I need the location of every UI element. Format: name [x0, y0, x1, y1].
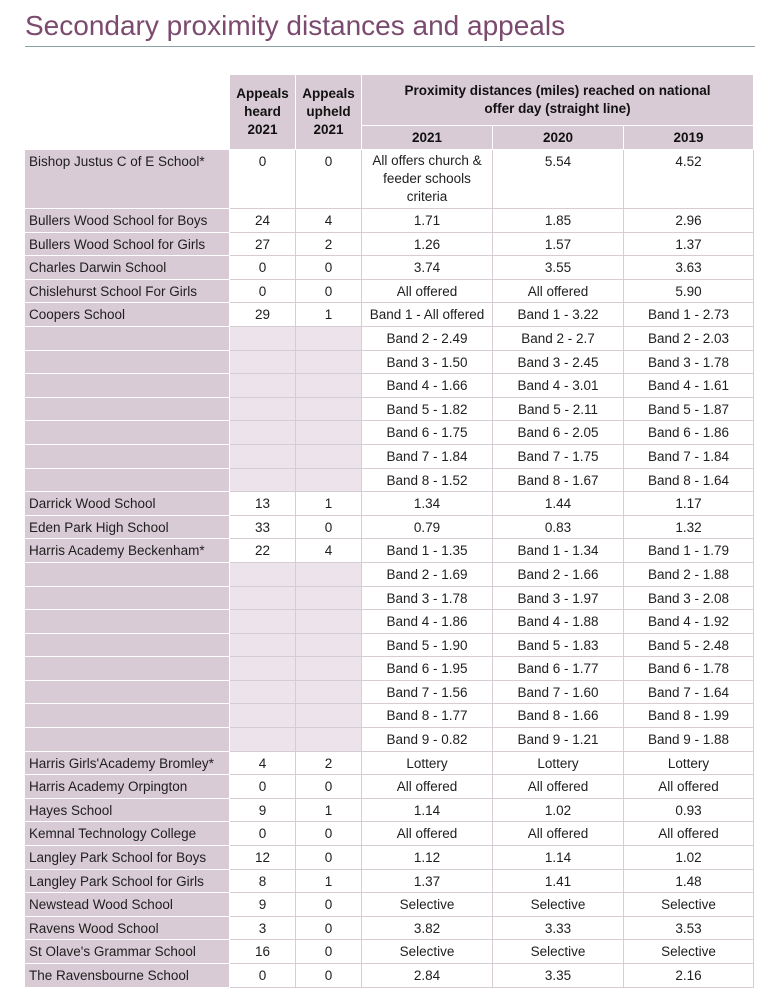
table-row	[25, 775, 754, 799]
appeals-upheld: 2	[296, 751, 362, 775]
appeals-heard	[230, 728, 296, 752]
appeals-upheld: 0	[296, 916, 362, 940]
table-row	[25, 846, 754, 870]
school-name: Charles Darwin School	[25, 256, 230, 280]
distance-2020: Band 8 - 1.66	[493, 704, 624, 728]
distance-2020: 3.55	[493, 256, 624, 280]
appeals-upheld	[296, 728, 362, 752]
distance-2019: 5.90	[624, 279, 754, 303]
appeals-heard	[230, 562, 296, 586]
distance-2020: Selective	[493, 940, 624, 964]
distance-2021: Band 6 - 1.75	[362, 421, 493, 445]
school-name: Bullers Wood School for Boys	[25, 209, 230, 233]
appeals-heard: 16	[230, 940, 296, 964]
appeals-upheld	[296, 421, 362, 445]
appeals-heard: 0	[230, 150, 296, 209]
distance-2020: 1.41	[493, 869, 624, 893]
distance-2020: Band 9 - 1.21	[493, 728, 624, 752]
distance-2021: Band 5 - 1.82	[362, 397, 493, 421]
distance-2021: Selective	[362, 893, 493, 917]
distance-2021: 1.14	[362, 798, 493, 822]
distance-2020: 1.02	[493, 798, 624, 822]
table-row	[25, 397, 754, 421]
distance-2021: Band 1 - All offered	[362, 303, 493, 327]
appeals-heard: 29	[230, 303, 296, 327]
school-name	[25, 374, 230, 398]
appeals-heard	[230, 657, 296, 681]
distance-2021: Band 3 - 1.50	[362, 350, 493, 374]
school-name: Kemnal Technology College	[25, 822, 230, 846]
school-name: Chislehurst School For Girls	[25, 279, 230, 303]
appeals-upheld: 0	[296, 940, 362, 964]
table-row	[25, 444, 754, 468]
appeals-upheld: 0	[296, 279, 362, 303]
table-row	[25, 326, 754, 350]
distance-2021: 2.84	[362, 964, 493, 988]
distance-2020: 1.14	[493, 846, 624, 870]
distance-2019: 1.02	[624, 846, 754, 870]
table-row	[25, 515, 754, 539]
school-name	[25, 350, 230, 374]
school-name: Harris Academy Beckenham*	[25, 539, 230, 563]
distance-2019: Band 8 - 1.99	[624, 704, 754, 728]
table-row	[25, 562, 754, 586]
distance-2021: 1.34	[362, 492, 493, 516]
table-row	[25, 209, 754, 233]
title-divider	[25, 46, 755, 47]
appeals-heard: 0	[230, 775, 296, 799]
table-row	[25, 539, 754, 563]
school-name: St Olave's Grammar School	[25, 940, 230, 964]
appeals-heard	[230, 586, 296, 610]
distance-2020: 1.57	[493, 232, 624, 256]
distance-2021: Band 3 - 1.78	[362, 586, 493, 610]
distance-2020: Band 6 - 1.77	[493, 657, 624, 681]
school-name	[25, 586, 230, 610]
distance-2019: All offered	[624, 822, 754, 846]
distance-2020: Band 7 - 1.60	[493, 680, 624, 704]
distance-2019: Band 3 - 2.08	[624, 586, 754, 610]
distance-2019: 4.52	[624, 150, 754, 209]
table-row	[25, 964, 754, 988]
appeals-upheld: 0	[296, 775, 362, 799]
appeals-upheld: 0	[296, 822, 362, 846]
appeals-heard: 0	[230, 279, 296, 303]
distance-2019: Band 2 - 2.03	[624, 326, 754, 350]
appeals-upheld	[296, 562, 362, 586]
distance-2019: Band 7 - 1.84	[624, 444, 754, 468]
distance-2020: Band 3 - 1.97	[493, 586, 624, 610]
proximity-table	[24, 74, 754, 988]
table-row	[25, 150, 754, 209]
table-row	[25, 822, 754, 846]
appeals-heard: 33	[230, 515, 296, 539]
appeals-heard	[230, 444, 296, 468]
appeals-upheld: 0	[296, 515, 362, 539]
table-row	[25, 610, 754, 634]
school-name	[25, 468, 230, 492]
school-name: Langley Park School for Girls	[25, 869, 230, 893]
distance-2020: 5.54	[493, 150, 624, 209]
distance-2021: Band 4 - 1.86	[362, 610, 493, 634]
distance-2021: All offered	[362, 822, 493, 846]
appeals-heard: 12	[230, 846, 296, 870]
appeals-upheld	[296, 704, 362, 728]
distance-2019: Band 8 - 1.64	[624, 468, 754, 492]
distance-2020: Band 7 - 1.75	[493, 444, 624, 468]
distance-2021: Band 5 - 1.90	[362, 633, 493, 657]
distance-2021: Band 9 - 0.82	[362, 728, 493, 752]
appeals-heard: 9	[230, 798, 296, 822]
table-row	[25, 893, 754, 917]
header-year-2020: 2020	[493, 126, 624, 150]
distance-2019: 1.32	[624, 515, 754, 539]
appeals-upheld	[296, 326, 362, 350]
appeals-upheld: 1	[296, 303, 362, 327]
appeals-heard	[230, 421, 296, 445]
school-name	[25, 397, 230, 421]
school-name: Darrick Wood School	[25, 492, 230, 516]
distance-2019: 0.93	[624, 798, 754, 822]
appeals-upheld	[296, 586, 362, 610]
distance-2019: Band 5 - 1.87	[624, 397, 754, 421]
distance-2020: Band 8 - 1.67	[493, 468, 624, 492]
header-appeals-upheld: Appeals upheld 2021	[296, 75, 362, 150]
table-row	[25, 232, 754, 256]
distance-2019: Band 6 - 1.86	[624, 421, 754, 445]
appeals-upheld	[296, 374, 362, 398]
school-name	[25, 657, 230, 681]
school-name	[25, 326, 230, 350]
distance-2019: Band 7 - 1.64	[624, 680, 754, 704]
distance-2021: 0.79	[362, 515, 493, 539]
distance-2021: All offered	[362, 279, 493, 303]
school-name: Eden Park High School	[25, 515, 230, 539]
appeals-heard: 27	[230, 232, 296, 256]
distance-2020: Band 6 - 2.05	[493, 421, 624, 445]
distance-2019: Lottery	[624, 751, 754, 775]
school-name: Bullers Wood School for Girls	[25, 232, 230, 256]
distance-2021: Band 2 - 2.49	[362, 326, 493, 350]
appeals-upheld	[296, 633, 362, 657]
distance-2021: Band 7 - 1.84	[362, 444, 493, 468]
appeals-upheld	[296, 444, 362, 468]
distance-2021: Band 2 - 1.69	[362, 562, 493, 586]
page-title: Secondary proximity distances and appeals	[25, 10, 566, 41]
appeals-heard	[230, 397, 296, 421]
table-row	[25, 657, 754, 681]
school-name: Hayes School	[25, 798, 230, 822]
table-row	[25, 633, 754, 657]
distance-2019: Band 9 - 1.88	[624, 728, 754, 752]
distance-2021: Band 4 - 1.66	[362, 374, 493, 398]
appeals-upheld: 0	[296, 150, 362, 209]
appeals-heard: 24	[230, 209, 296, 233]
table-row	[25, 869, 754, 893]
distance-2019: All offered	[624, 775, 754, 799]
school-name	[25, 610, 230, 634]
distance-2021: Selective	[362, 940, 493, 964]
appeals-heard	[230, 326, 296, 350]
distance-2021: All offers church & feeder schools criteria	[362, 150, 493, 209]
distance-2021: 3.74	[362, 256, 493, 280]
distance-2020: 0.83	[493, 515, 624, 539]
appeals-upheld: 4	[296, 539, 362, 563]
school-name: Bishop Justus C of E School*	[25, 150, 230, 209]
distance-2019: Band 2 - 1.88	[624, 562, 754, 586]
table-body	[25, 150, 754, 988]
distance-2020: Band 1 - 1.34	[493, 539, 624, 563]
distance-2019: 1.48	[624, 869, 754, 893]
school-name: Ravens Wood School	[25, 916, 230, 940]
table-row	[25, 586, 754, 610]
distance-2020: All offered	[493, 822, 624, 846]
distance-2020: All offered	[493, 279, 624, 303]
distance-2021: Band 6 - 1.95	[362, 657, 493, 681]
table-row	[25, 728, 754, 752]
appeals-heard	[230, 680, 296, 704]
school-name	[25, 562, 230, 586]
school-name	[25, 680, 230, 704]
appeals-upheld	[296, 468, 362, 492]
school-name	[25, 444, 230, 468]
distance-2020: 3.35	[493, 964, 624, 988]
distance-2021: 1.71	[362, 209, 493, 233]
distance-2019: Band 4 - 1.92	[624, 610, 754, 634]
school-name: Langley Park School for Boys	[25, 846, 230, 870]
appeals-upheld: 0	[296, 964, 362, 988]
appeals-heard	[230, 704, 296, 728]
table-row	[25, 492, 754, 516]
distance-2021: Band 8 - 1.77	[362, 704, 493, 728]
appeals-heard: 3	[230, 916, 296, 940]
school-name	[25, 633, 230, 657]
distance-2020: Band 2 - 1.66	[493, 562, 624, 586]
appeals-upheld	[296, 680, 362, 704]
distance-2019: Band 3 - 1.78	[624, 350, 754, 374]
distance-2020: 3.33	[493, 916, 624, 940]
appeals-upheld: 0	[296, 846, 362, 870]
appeals-upheld: 4	[296, 209, 362, 233]
header-blank	[25, 75, 230, 150]
distance-2020: 1.85	[493, 209, 624, 233]
distance-2019: Band 6 - 1.78	[624, 657, 754, 681]
header-year-2019: 2019	[624, 126, 754, 150]
distance-2019: Band 1 - 2.73	[624, 303, 754, 327]
distance-2020: Band 4 - 3.01	[493, 374, 624, 398]
appeals-heard	[230, 633, 296, 657]
distance-2020: Band 5 - 1.83	[493, 633, 624, 657]
distance-2019: Selective	[624, 893, 754, 917]
school-name	[25, 421, 230, 445]
distance-2019: 2.96	[624, 209, 754, 233]
appeals-heard: 0	[230, 256, 296, 280]
table-row	[25, 704, 754, 728]
distance-2021: All offered	[362, 775, 493, 799]
appeals-heard: 13	[230, 492, 296, 516]
distance-2021: Band 7 - 1.56	[362, 680, 493, 704]
table-row	[25, 256, 754, 280]
distance-2020: 1.44	[493, 492, 624, 516]
distance-2019: 2.16	[624, 964, 754, 988]
appeals-heard	[230, 350, 296, 374]
appeals-heard: 0	[230, 822, 296, 846]
appeals-upheld	[296, 350, 362, 374]
table-row	[25, 751, 754, 775]
distance-2021: Lottery	[362, 751, 493, 775]
appeals-heard: 9	[230, 893, 296, 917]
distance-2020: Band 1 - 3.22	[493, 303, 624, 327]
table-row	[25, 916, 754, 940]
distance-2021: 1.37	[362, 869, 493, 893]
distance-2019: Band 1 - 1.79	[624, 539, 754, 563]
school-name: The Ravensbourne School	[25, 964, 230, 988]
table-row	[25, 468, 754, 492]
table-row	[25, 421, 754, 445]
distance-2021: Band 1 - 1.35	[362, 539, 493, 563]
school-name	[25, 704, 230, 728]
distance-2021: Band 8 - 1.52	[362, 468, 493, 492]
distance-2019: 3.53	[624, 916, 754, 940]
appeals-heard: 8	[230, 869, 296, 893]
distance-2019: Band 4 - 1.61	[624, 374, 754, 398]
appeals-heard: 22	[230, 539, 296, 563]
appeals-upheld	[296, 610, 362, 634]
table-row	[25, 279, 754, 303]
table-row	[25, 374, 754, 398]
table-row	[25, 303, 754, 327]
header-appeals-heard: Appeals heard 2021	[230, 75, 296, 150]
distance-2019: 3.63	[624, 256, 754, 280]
appeals-upheld	[296, 657, 362, 681]
appeals-upheld: 1	[296, 869, 362, 893]
appeals-heard	[230, 374, 296, 398]
appeals-upheld: 1	[296, 492, 362, 516]
appeals-heard: 4	[230, 751, 296, 775]
distance-2021: 3.82	[362, 916, 493, 940]
table-row	[25, 350, 754, 374]
appeals-heard	[230, 468, 296, 492]
school-name	[25, 728, 230, 752]
school-name: Coopers School	[25, 303, 230, 327]
appeals-upheld: 2	[296, 232, 362, 256]
appeals-heard: 0	[230, 964, 296, 988]
appeals-upheld: 0	[296, 893, 362, 917]
appeals-heard	[230, 610, 296, 634]
distance-2020: Band 2 - 2.7	[493, 326, 624, 350]
table-row	[25, 680, 754, 704]
distance-2021: 1.12	[362, 846, 493, 870]
appeals-upheld: 0	[296, 256, 362, 280]
distance-2019: Selective	[624, 940, 754, 964]
distance-2019: 1.37	[624, 232, 754, 256]
appeals-upheld	[296, 397, 362, 421]
distance-2020: Lottery	[493, 751, 624, 775]
table-row	[25, 940, 754, 964]
school-name: Harris Girls'Academy Bromley*	[25, 751, 230, 775]
school-name: Newstead Wood School	[25, 893, 230, 917]
table-row	[25, 798, 754, 822]
distance-2020: Band 3 - 2.45	[493, 350, 624, 374]
distance-2020: Band 4 - 1.88	[493, 610, 624, 634]
distance-2020: Selective	[493, 893, 624, 917]
distance-2019: Band 5 - 2.48	[624, 633, 754, 657]
header-year-2021: 2021	[362, 126, 493, 150]
appeals-upheld: 1	[296, 798, 362, 822]
distance-2021: 1.26	[362, 232, 493, 256]
distance-2020: All offered	[493, 775, 624, 799]
header-proximity: Proximity distances (miles) reached on national offer day (straight line)	[362, 75, 754, 126]
distance-2019: 1.17	[624, 492, 754, 516]
school-name: Harris Academy Orpington	[25, 775, 230, 799]
distance-2020: Band 5 - 2.11	[493, 397, 624, 421]
